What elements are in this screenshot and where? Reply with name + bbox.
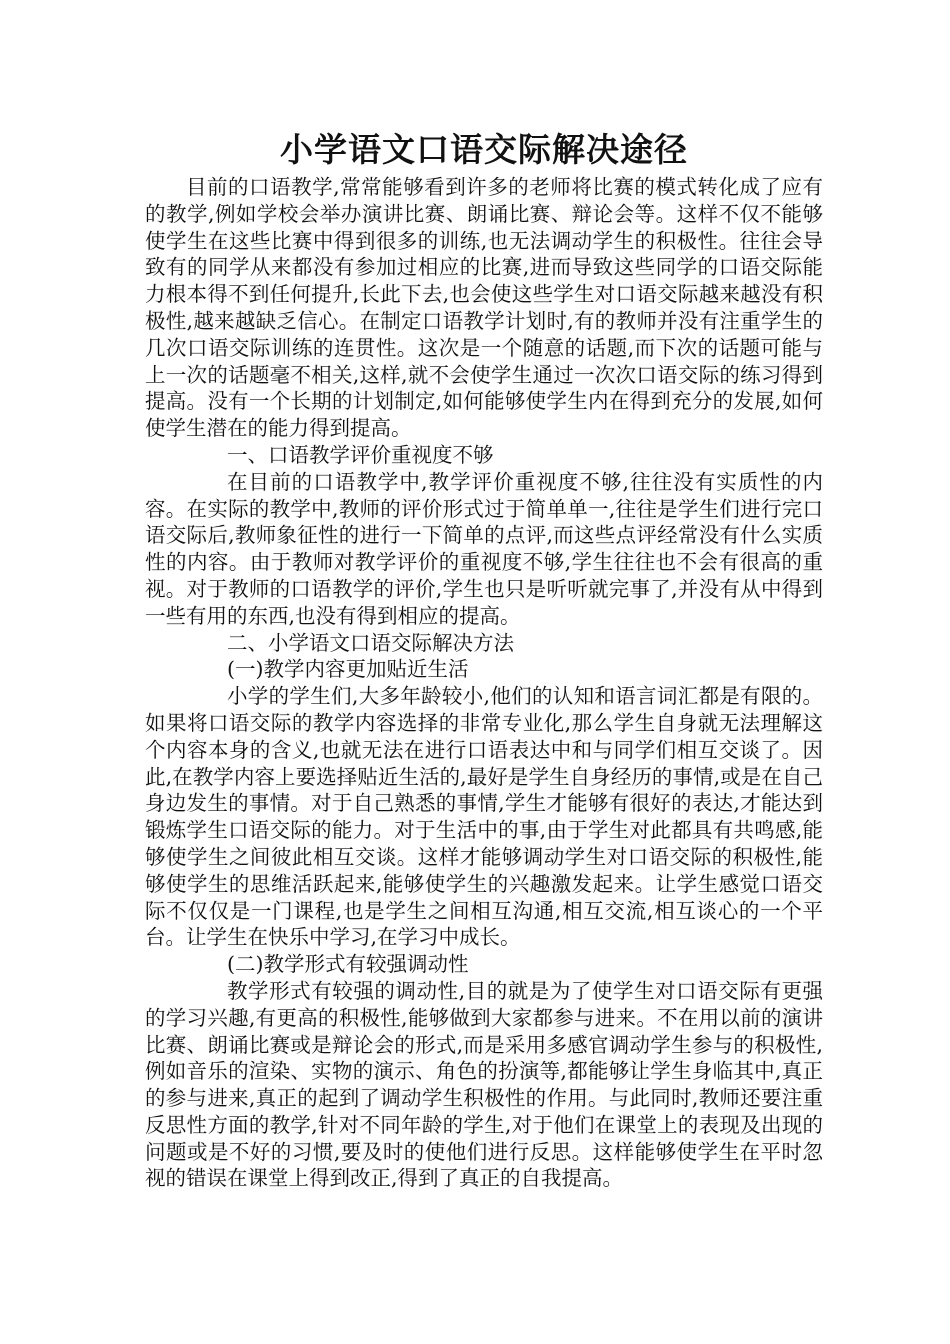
paragraph-evaluation: 在目前的口语教学中,教学评价重视度不够,往往没有实质性的内容。在实际的教学中,教师的评价形式过于简单单一,往往是学生们进行完口语交际后,教师象征性的进行一下简单的点评,而这些点评经常没有什么实质性的内容。由于教师对教学评价的重视度不够,学生往往也不会有很高的重视。对于教师的口语教学的评价,学生也只是听听就完事了,并没有从中得到一些有用的东西,也没有得到相应的提高。 <box>145 469 823 628</box>
paragraph-intro: 目前的口语教学,常常能够看到许多的老师将比赛的模式转化成了应有的教学,例如学校会举办演讲比赛、朗诵比赛、辩论会等。这样不仅不能够使学生在这些比赛中得到很多的训练,也无法调动学生的积极性。往往会导致有的同学从来都没有参加过相应的比赛,进而导致这些同学的口语交际能力根本得不到任何提升,长此下去,也会使这些学生对口语交际越来越没有积极性,越来越缺乏信心。在制定口语教学计划时,有的教师并没有注重学生的几次口语交际训练的连贯性。这次是一个随意的话题,而下次的话题可能与上一次的话题毫不相关,这样,就不会使学生通过一次次口语交际的练习得到提高。没有一个长期的计划制定,如何能够使学生内在得到充分的发展,如何使学生潜在的能力得到提高。 <box>145 175 823 441</box>
section-heading-1: 一、口语教学评价重视度不够 <box>227 442 494 467</box>
document-page <box>145 128 823 1192</box>
paragraph-content-life: 小学的学生们,大多年龄较小,他们的认知和语言词汇都是有限的。如果将口语交际的教学内容选择的非常专业化,那么学生自身就无法理解这个内容本身的含义,也就无法在进行口语表达中和与同学们相互交谈了。因此,在教学内容上要选择贴近生活的,最好是学生自身经历的事情,或是在自己身边发生的事情。对于自己熟悉的事情,学生才能够有很好的表达,才能达到锻炼学生口语交际的能力。对于生活中的事,由于学生对此都具有共鸣感,能够使学生之间彼此相互交谈。这样才能够调动学生对口语交际的积极性,能够使学生的思维活跃起来,能够使学生的兴趣激发起来。让学生感觉口语交际不仅仅是一门课程,也是学生之间相互沟通,相互交流,相互谈心的一个平台。让学生在快乐中学习,在学习中成长。 <box>145 684 823 950</box>
document-title: 小学语文口语交际解决途径 <box>280 130 688 169</box>
subsection-heading-1: (一)教学内容更加贴近生活 <box>227 657 469 682</box>
section-heading-2: 二、小学语文口语交际解决方法 <box>227 630 514 655</box>
subsection-heading-2: (二)教学形式有较强调动性 <box>227 952 469 977</box>
paragraph-teaching-form: 教学形式有较强的调动性,目的就是为了使学生对口语交际有更强的学习兴趣,有更高的积极性,能够做到大家都参与进来。不在用以前的演讲比赛、朗诵比赛或是辩论会的形式,而是采用多感官调动学生参与的积极性,例如音乐的渲染、实物的演示、角色的扮演等,都能够让学生身临其中,真正的参与进来,真正的起到了调动学生积极性的作用。与此同时,教师还要注重反思性方面的教学,针对不同年龄的学生,对于他们在课堂上的表现及出现的问题或是不好的习惯,要及时的使他们进行反思。这样能够使学生在平时忽视的错误在课堂上得到改正,得到了真正的自我提高。 <box>145 978 823 1191</box>
